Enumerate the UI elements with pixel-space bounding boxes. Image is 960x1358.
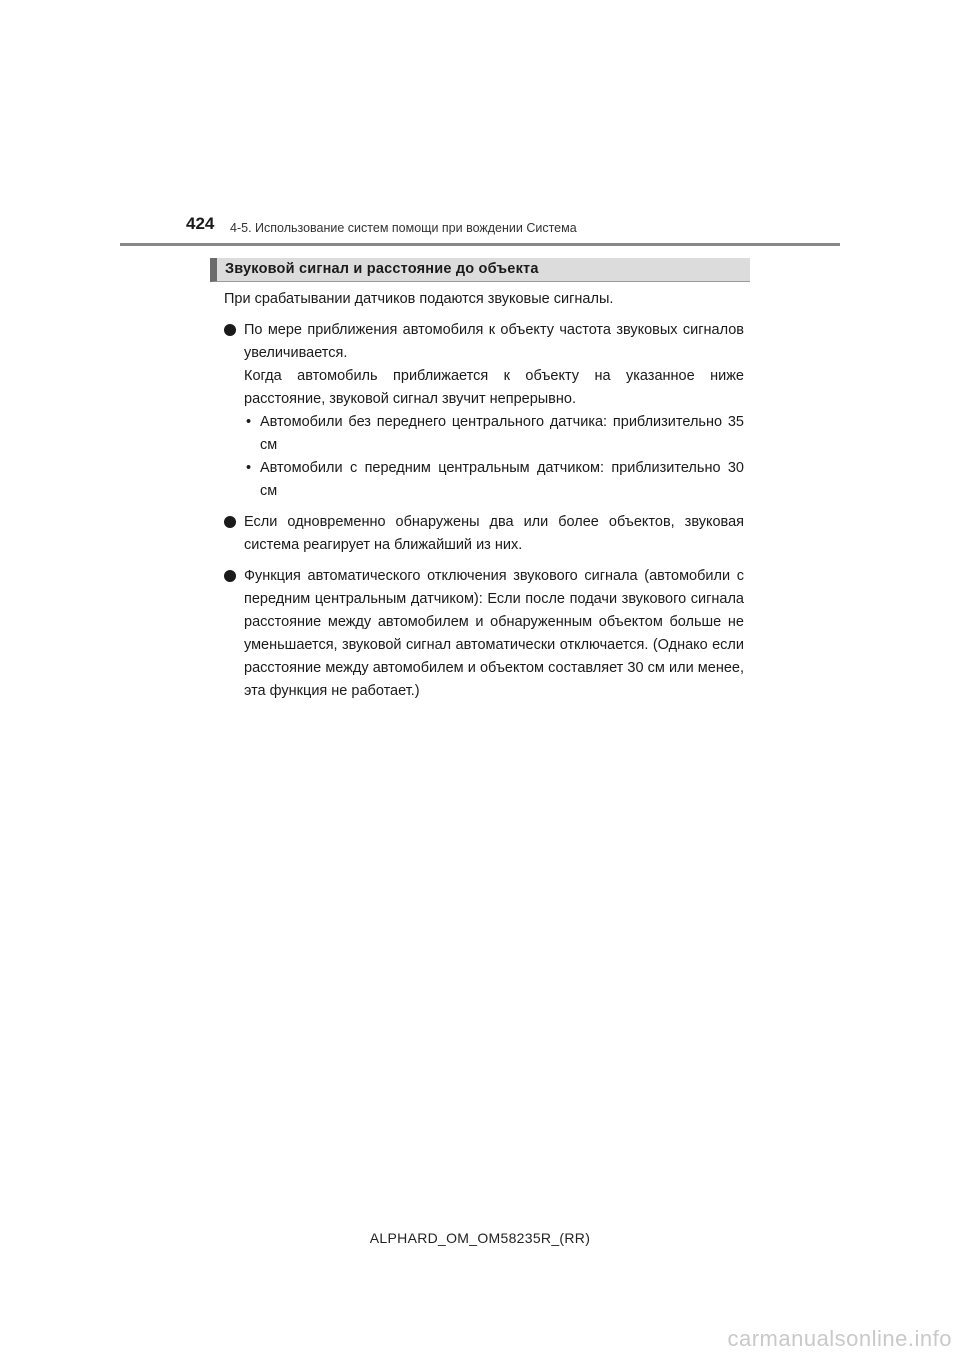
sub-list-item xyxy=(244,411,744,457)
bullet-text: Функция автоматического отключения звукового сигнала (автомобили с передним центральным датчиком): Если после подачи звукового сигнала расстояние между автомобилем и обнаруженным объектом больше не уменьшается, звуковой сигнал автоматически отключается. (Однако если расстояние между автомобилем и объектом составляет 30 см или менее, эта функция не работает.) xyxy=(244,568,744,699)
sub-item-text: Автомобили с передним центральным датчиком: приблизительно 30 см xyxy=(260,460,744,499)
intro-paragraph: При срабатывании датчиков подаются звуковые сигналы. xyxy=(224,291,614,307)
sub-list-item xyxy=(244,457,744,503)
section-body xyxy=(224,288,744,711)
section-heading-bar xyxy=(210,258,750,282)
bullet-icon xyxy=(224,570,236,582)
section-path: 4-5. Использование систем помощи при вождении Система xyxy=(230,221,577,235)
bullet-icon xyxy=(224,516,236,528)
sub-item-text: Автомобили без переднего центрального датчика: приблизительно 35 см xyxy=(260,414,744,453)
section-heading: Звуковой сигнал и расстояние до объекта xyxy=(225,261,539,277)
bullet-text: По мере приближения автомобиля к объекту частота звуковых сигналов увеличивается. xyxy=(244,322,744,361)
list-item xyxy=(224,565,744,703)
page-number: 424 xyxy=(186,214,215,233)
header-divider xyxy=(120,243,840,246)
document-code: ALPHARD_OM_OM58235R_(RR) xyxy=(369,1230,591,1246)
watermark: carmanualsonline.info xyxy=(727,1326,952,1351)
bullet-icon xyxy=(224,324,236,336)
list-item xyxy=(224,511,744,557)
bullet-continuation: Когда автомобиль приближается к объекту на указанное ниже расстояние, звуковой сигнал звучит непрерывно. xyxy=(244,368,744,407)
bullet-text: Если одновременно обнаружены два или более объектов, звуковая система реагирует на ближайший из них. xyxy=(244,514,744,553)
list-item xyxy=(224,319,744,503)
small-bullet-icon: • xyxy=(246,414,252,430)
small-bullet-icon: • xyxy=(246,460,252,476)
